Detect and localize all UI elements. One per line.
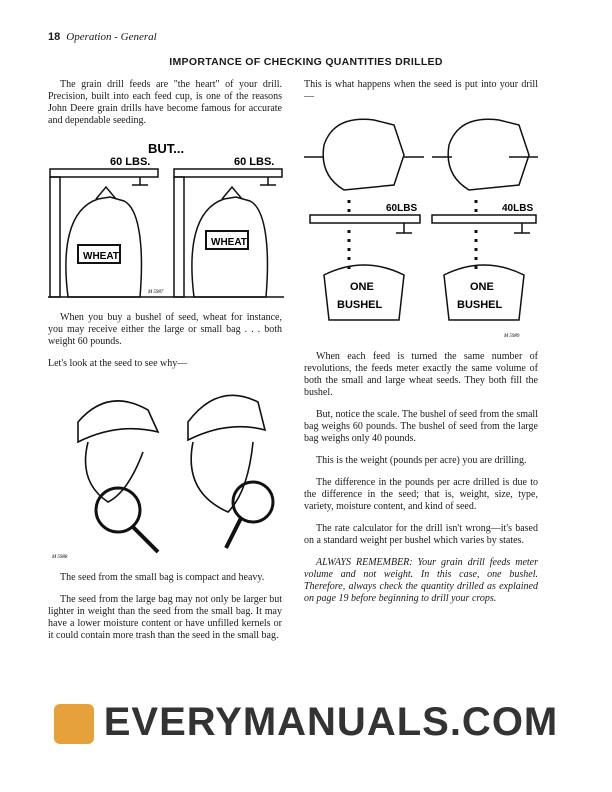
- left-column: [48, 79, 282, 652]
- watermark: [0, 700, 612, 745]
- scale-label-40: 40LBS: [502, 203, 534, 214]
- feed-revolutions-paragraph: When each feed is turned the same number of revolutions, the feeds meter exactly the same volume of both the small and large wheat seeds. They both fill the bushel.: [304, 351, 538, 398]
- bag-label-large: WHEAT: [211, 237, 247, 248]
- page-title: IMPORTANCE OF CHECKING QUANTITIES DRILLED: [169, 56, 443, 68]
- weight-paragraph: This is the weight (pounds per acre) you are drilling.: [316, 455, 527, 466]
- scale-label-left: 60 LBS.: [110, 156, 151, 168]
- small-bag-paragraph: The seed from the small bag is compact and heavy.: [60, 572, 265, 583]
- bucket-label-bushel: BUSHEL: [457, 299, 503, 311]
- large-bag-paragraph: The seed from the large bag may not only be larger but lighter in weight than the seed from the small bag. It may have a lower moisture content or have unfilled kernels or it could contain more trash than the seed in the small bag.: [48, 594, 282, 641]
- difference-paragraph: The difference in the pounds per acre drilled is due to the difference in the seed; that is, weight, size, type, variety, moisture content, and kind of seed.: [304, 477, 538, 512]
- bucket-label-bushel: BUSHEL: [337, 299, 383, 311]
- scale-label-60: 60LBS: [386, 203, 418, 214]
- figure-number: M 5989: [504, 334, 520, 339]
- but-heading: BUT...: [148, 141, 185, 156]
- always-remember-note: ALWAYS REMEMBER: Your grain drill feeds meter volume and not weight. In this case, one bushel. Therefore, always check the quantity drilled as explained on page 19 before beginning to drill your crops.: [304, 557, 538, 604]
- bucket-label-one: ONE: [470, 281, 494, 293]
- watermark-text: EVERYMANUALS.COM: [103, 700, 559, 744]
- feed-cups-illustration: [304, 115, 538, 343]
- right-column: [304, 79, 538, 615]
- intro-paragraph: The grain drill feeds are "the heart" of your drill. Precision, built into each feed cup, is one of the reasons John Deere grain drills have become famous for accurate and dependable seeding.: [48, 79, 282, 126]
- bucket-label-one: ONE: [350, 281, 374, 293]
- what-happens-paragraph: This is what happens when the seed is put into your drill—: [304, 79, 538, 102]
- rate-calculator-paragraph: The rate calculator for the drill isn't wrong—it's based on a standard weight per bushel which varies by states.: [304, 523, 538, 546]
- page-number: 18: [48, 31, 61, 43]
- scale-paragraph: But, notice the scale. The bushel of seed from the small bag weighs 60 pounds. The bushel of seed from the large bag weighs only 40 pounds.: [304, 409, 538, 444]
- look-paragraph: Let's look at the seed to see why—: [48, 358, 188, 369]
- bag-label-small: WHEAT: [83, 251, 119, 262]
- figure-number: M 5988: [52, 555, 68, 560]
- page-header: [48, 31, 157, 43]
- watermark-logo-icon: [54, 704, 94, 744]
- figure-number: M 5987: [148, 290, 164, 295]
- inspecting-seed-cartoon: [48, 382, 282, 564]
- bushel-paragraph: When you buy a bushel of seed, wheat for instance, you may receive either the large or small bag . . . both weight 60 pounds.: [48, 312, 282, 347]
- section-name: Operation - General: [66, 31, 157, 43]
- bags-scale-illustration: [48, 139, 284, 304]
- scale-label-right: 60 LBS.: [234, 156, 275, 168]
